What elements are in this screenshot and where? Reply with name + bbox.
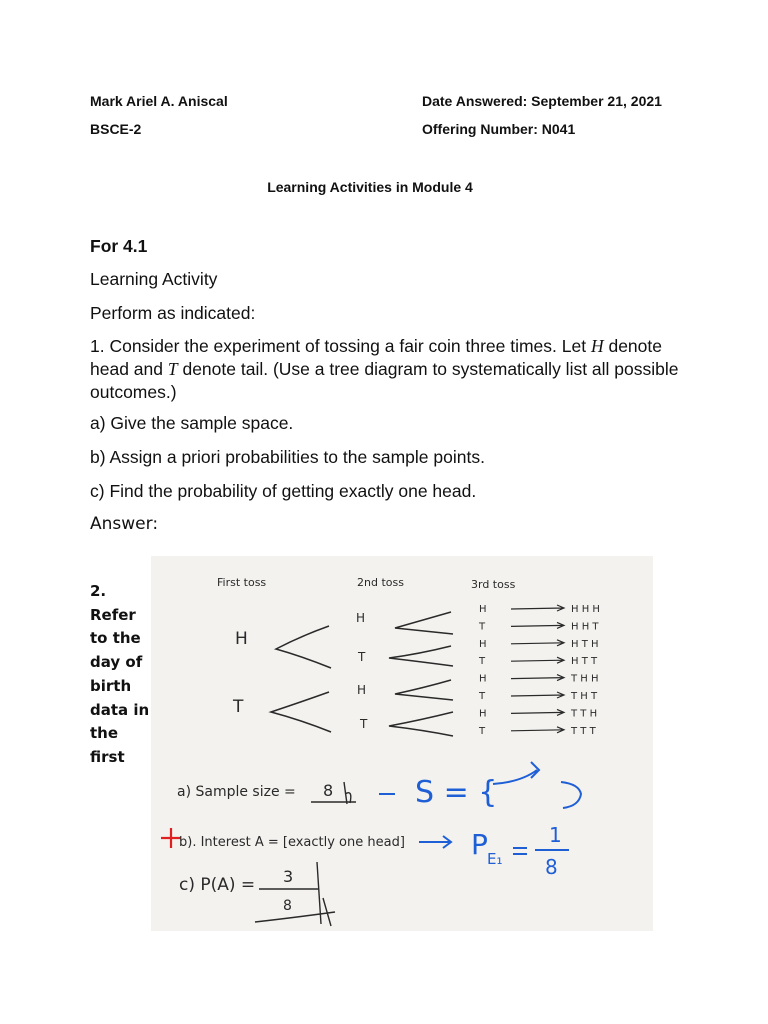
third-toss-5: H (479, 673, 487, 685)
second-toss-2: T (358, 650, 366, 664)
variable-t: T (167, 359, 178, 379)
third-toss-2: T (479, 621, 486, 633)
third-toss-8: T (479, 725, 486, 737)
outcome-4: H T T (571, 656, 598, 668)
course-section: BSCE-2 (90, 121, 142, 137)
line-b-answer: P (471, 828, 488, 861)
second-toss-1: H (356, 611, 366, 625)
section-heading: For 4.1 (90, 236, 148, 256)
problem-1-text-a: 1. Consider the experiment of tossing a fair coin three times. Let (90, 336, 591, 356)
second-toss-header: 2nd toss (357, 576, 404, 589)
red-plus-mark (161, 828, 181, 848)
document-title: Learning Activities in Module 4 (267, 179, 473, 195)
outcome-arrow (511, 622, 564, 628)
outcome-2: H H T (571, 621, 599, 633)
problem-1-text-c: denote tail. (Use a tree diagram to systematically list all possible outcomes.) (90, 359, 679, 402)
problem-2-line: first (90, 747, 125, 766)
outcome-arrow (511, 727, 564, 733)
first-toss-h: H (235, 629, 248, 649)
third-toss-7: H (479, 708, 487, 720)
set-close-brace (561, 782, 581, 808)
branch-th (395, 680, 453, 700)
outcome-3: H T H (571, 638, 599, 650)
line-a-set: S = { (415, 775, 498, 810)
problem-2-line: the (90, 724, 119, 743)
student-name: Mark Ariel A. Aniscal (90, 93, 228, 109)
line-a-mark (344, 782, 351, 804)
third-toss-3: H (479, 638, 487, 650)
line-c-den: 8 (283, 898, 292, 914)
line-b-equals (513, 848, 527, 854)
line-b-arrow (419, 836, 451, 848)
problem-2-fragment (90, 580, 150, 770)
branch-t (271, 692, 331, 732)
second-toss-4: T (360, 717, 368, 731)
line-a-value: 8 (323, 781, 334, 800)
problem-1-statement (90, 335, 690, 404)
outcome-arrow (511, 675, 564, 681)
problem-2-line: data in (90, 700, 150, 719)
branch-tt (389, 712, 453, 736)
problem-2-line: Refer (90, 605, 136, 624)
handwritten-answer-photo (151, 556, 653, 931)
second-toss-3: H (357, 683, 367, 697)
branch-hh (395, 612, 453, 634)
line-c-num: 3 (283, 867, 294, 886)
activity-label: Learning Activity (90, 269, 218, 289)
outcome-arrow (511, 709, 564, 715)
offering-number: Offering Number: N041 (422, 121, 576, 137)
problem-2-line: 2. (90, 582, 107, 600)
line-a-label: a) Sample size = (177, 784, 296, 800)
first-toss-header: First toss (217, 576, 267, 589)
line-b-frac-num: 1 (549, 823, 562, 847)
problem-2-line: birth (90, 676, 132, 695)
instruction-text: Perform as indicated: (90, 303, 256, 323)
problem-1-text-b: denote head and (90, 336, 662, 379)
third-toss-1: H (479, 604, 487, 615)
first-toss-t: T (233, 697, 244, 717)
outcome-arrow (511, 657, 564, 663)
problem-1c: c) Find the probability of getting exactly one head. (90, 481, 477, 501)
outcome-7: T T H (571, 708, 598, 720)
set-arrow (493, 762, 539, 784)
line-b-label: b). Interest A = [exactly one head] (179, 835, 405, 850)
handwritten-answer-svg (151, 556, 653, 931)
outcome-arrow (511, 605, 564, 611)
date-answered: Date Answered: September 21, 2021 (422, 93, 662, 109)
outcome-arrow (511, 692, 564, 698)
third-toss-6: T (479, 691, 486, 702)
third-toss-4: T (479, 656, 486, 668)
problem-2-line: to the (90, 629, 141, 648)
third-toss-header: 3rd toss (471, 578, 516, 591)
problem-2-line: day of (90, 653, 143, 672)
branch-ht (389, 646, 453, 666)
outcome-arrow (511, 640, 564, 646)
third-toss-column (478, 604, 600, 737)
branch-h (276, 626, 331, 668)
problem-1a: a) Give the sample space. (90, 413, 294, 433)
outcome-6: T H T (571, 691, 598, 702)
answer-label: Answer: (90, 514, 159, 534)
variable-h: H (590, 336, 604, 356)
outcome-1: H H H (571, 604, 600, 615)
line-b-frac-den: 8 (545, 855, 558, 879)
line-c-box-mark (255, 862, 335, 926)
line-b-subscript: E₁ (487, 850, 503, 868)
outcome-8: T T T (571, 725, 596, 737)
problem-1b: b) Assign a priori probabilities to the sample points. (90, 447, 485, 467)
line-c-label: c) P(A) = (179, 875, 256, 895)
outcome-5: T H H (571, 673, 599, 685)
